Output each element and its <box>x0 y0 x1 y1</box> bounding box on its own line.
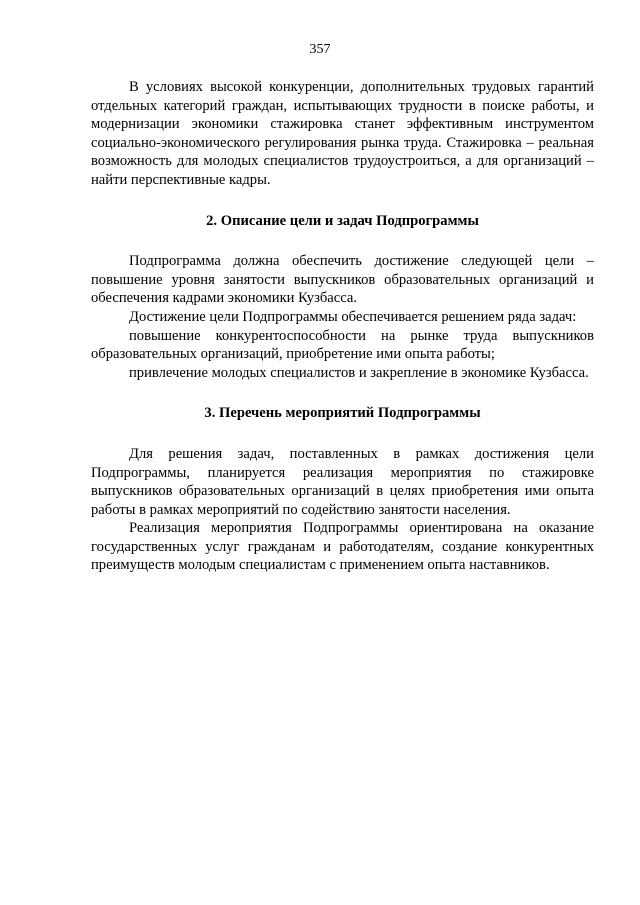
section-2-paragraph-4: привлечение молодых специалистов и закрепление в экономике Кузбасса. <box>129 364 589 381</box>
section-2-paragraph-3: повышение конкурентоспособности на рынке труда выпускников образовательных организаций, приобретение ими опыта работы; <box>91 327 594 363</box>
section-3-paragraph-1: Для решения задач, поставленных в рамках достижения цели Подпрограммы, планируется реализация мероприятия по стажировке выпускников образовательных организаций в целях приобретения ими опыта работы в рамках мероприятий по содействию занятости населения. <box>91 445 594 518</box>
section-2-paragraph-2: Достижение цели Подпрограммы обеспечивается решением ряда задач: <box>129 308 577 325</box>
section-3-paragraph-2: Реализация мероприятия Подпрограммы ориентирована на оказание государственных услуг гражданам и работодателям, создание конкурентных преимуществ молодым специалистам с применением опыта наставников. <box>91 520 594 574</box>
section-2-paragraph-1: Подпрограмма должна обеспечить достижение следующей цели – повышение уровня занятости выпускников образовательных организаций и обеспечения кадрами экономики Кузбасса. <box>91 253 594 307</box>
page-number: 357 <box>309 42 331 57</box>
document-body <box>91 78 594 575</box>
section-3-heading: 3. Перечень мероприятий Подпрограммы <box>204 405 481 422</box>
paragraph-intro-1: В условиях высокой конкуренции, дополнительных трудовых гарантий отдельных категорий граждан, испытывающих трудности в поиске работы, и модернизации экономики стажировка станет эффективным инструментом социально-экономического регулирования рынка труда. Стажировка – реальная возможность для молодых специалистов трудоустроиться, а для организаций – найти перспективные кадры. <box>91 79 594 188</box>
section-2-heading: 2. Описание цели и задач Подпрограммы <box>206 212 479 229</box>
